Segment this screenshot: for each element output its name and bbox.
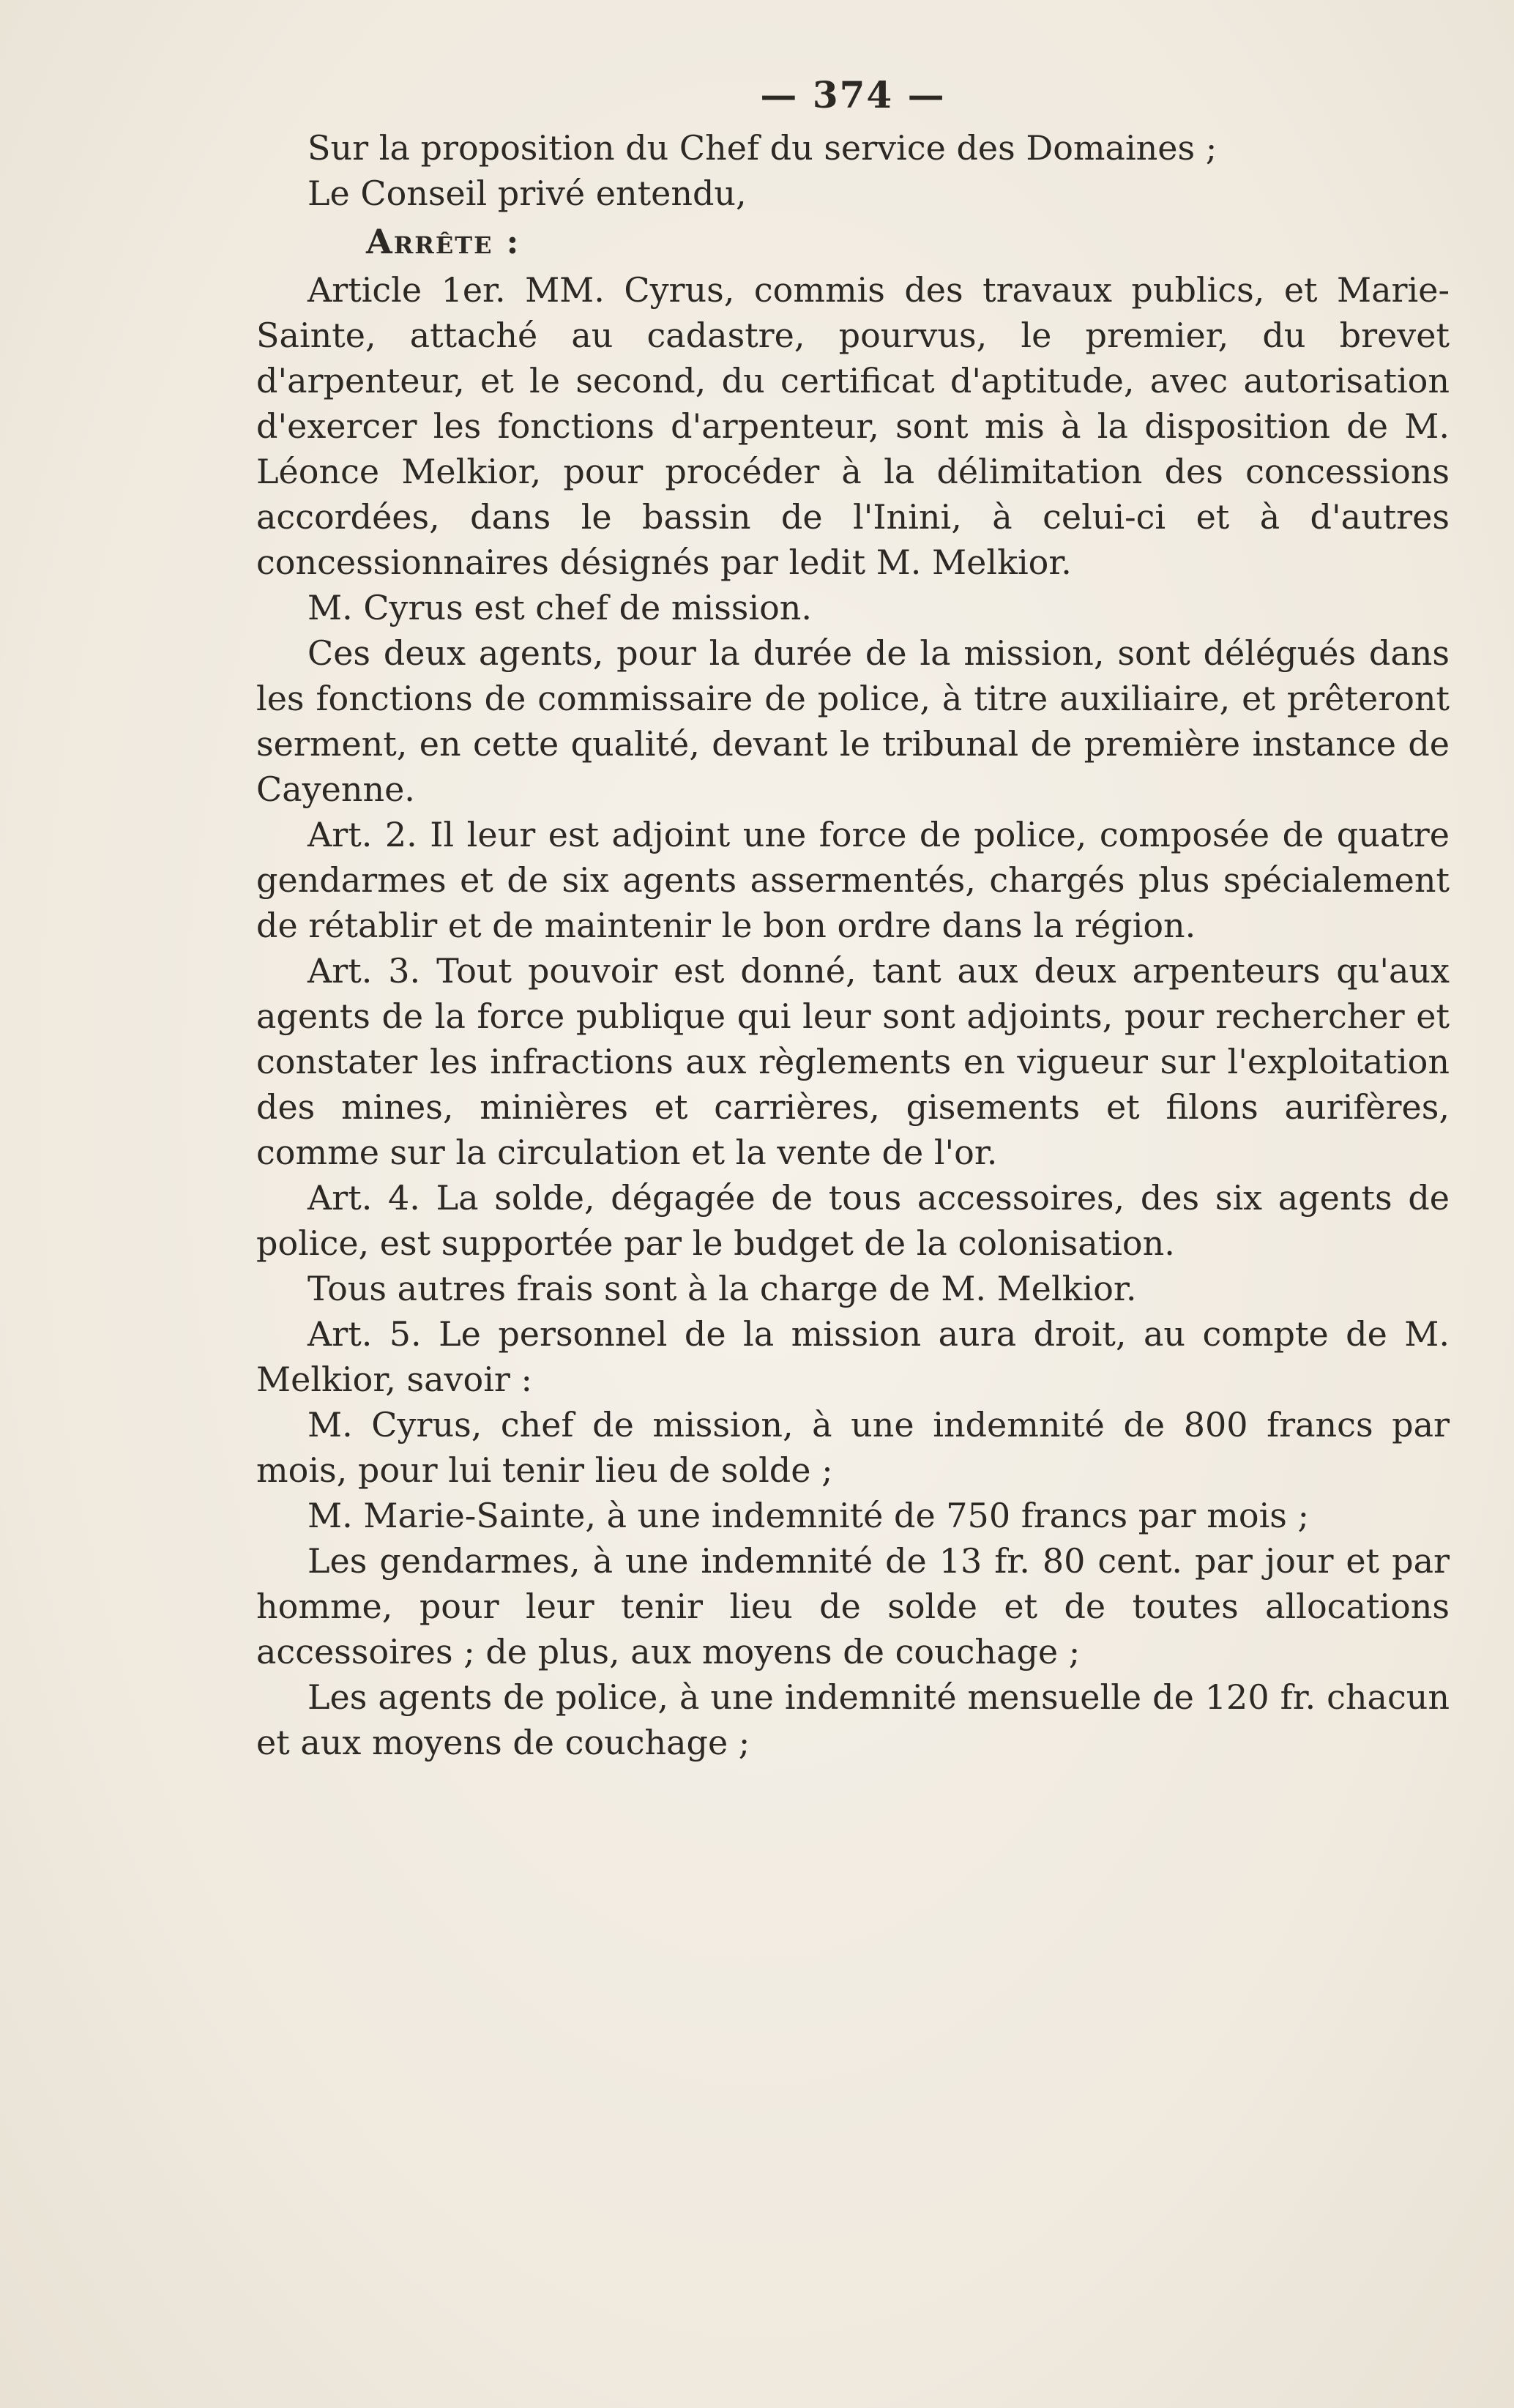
paragraph-marie-sainte-indemnite: M. Marie-Sainte, à une indemnité de 750 francs par mois ; (307, 1496, 1310, 1535)
page-number: — 374 — (760, 73, 946, 116)
paragraph-chef-mission: M. Cyrus est chef de mission. (307, 588, 813, 627)
paragraph-agents-indemnite: Les agents de police, à une indemnité mensuelle de 120 fr. chacun et aux moyens de couchage ; (256, 1677, 1450, 1762)
article-5: Art. 5. Le personnel de la mission aura droit, au compte de M. Melkior, savoir : (256, 1314, 1450, 1399)
text-block (256, 70, 1450, 1765)
article-2: Art. 2. Il leur est adjoint une force de police, composée de quatre gendarmes et de six agents assermentés, chargés plus spécialement de rétablir et de maintenir le bon ordre dans la région. (256, 815, 1450, 945)
paragraph-frais: Tous autres frais sont à la charge de M. Melkior. (307, 1269, 1137, 1308)
paragraph-proposition: Sur la proposition du Chef du service des Domaines ; (307, 128, 1217, 168)
article-4: Art. 4. La solde, dégagée de tous accessoires, des six agents de police, est supportée par le budget de la colonisation. (256, 1178, 1450, 1263)
article-3: Art. 3. Tout pouvoir est donné, tant aux deux arpenteurs qu'aux agents de la force publique qui leur sont adjoints, pour rechercher et constater les infractions aux règlements en vigueur sur l'exploitation des mines, minières et carrières, gisements et filons aurifères, comme sur la circulation et la vente de l'or. (256, 951, 1450, 1172)
paragraph-delegation: Ces deux agents, pour la durée de la mission, sont délégués dans les fonctions de commissaire de police, à titre auxiliaire, et prêteront serment, en cette qualité, devant le tribunal de première instance de Cayenne. (256, 633, 1450, 809)
paragraph-cyrus-indemnite: M. Cyrus, chef de mission, à une indemnité de 800 francs par mois, pour lui tenir lieu de solde ; (256, 1405, 1450, 1490)
article-1: Article 1er. MM. Cyrus, commis des travaux publics, et Marie-Sainte, attaché au cadastre, pourvus, le premier, du brevet d'arpenteur, et le second, du certificat d'aptitude, avec autorisation d'exercer les fonctions d'arpenteur, sont mis à la disposition de M. Léonce Melkior, pour procéder à la délimitation des concessions accordées, dans le bassin de l'Inini, à celui-ci et à d'autres concessionnaires désignés par ledit M. Melkior. (256, 270, 1450, 582)
paragraph-conseil: Le Conseil privé entendu, (307, 174, 747, 213)
heading-arrete: Arrête : (366, 222, 521, 261)
paragraph-gendarmes-indemnite: Les gendarmes, à une indemnité de 13 fr. 80 cent. par jour et par homme, pour leur tenir lieu de solde et de toutes allocations accessoires ; de plus, aux moyens de couchage ; (256, 1541, 1450, 1671)
